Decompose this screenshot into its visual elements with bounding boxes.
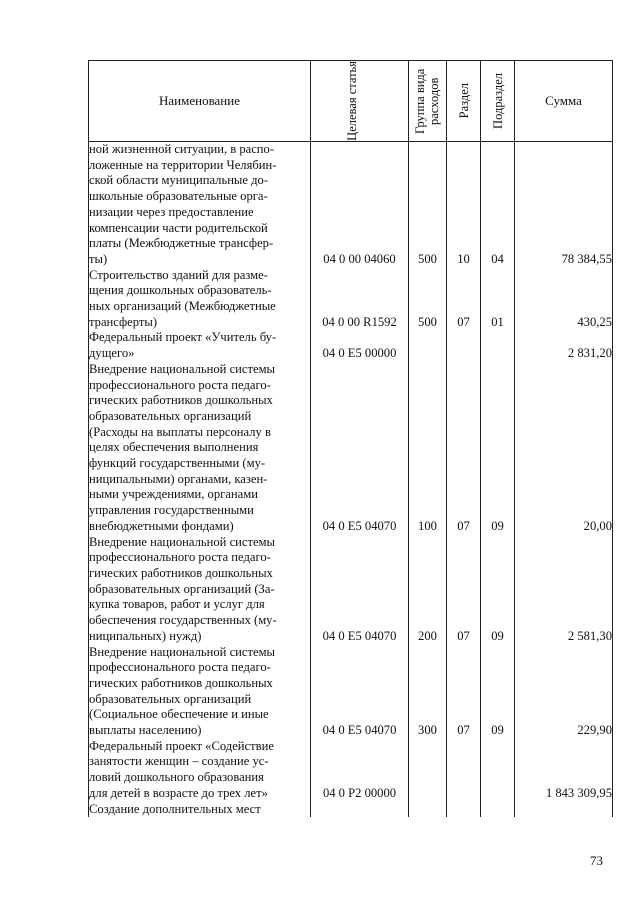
- row-subsection-cell: 09: [481, 535, 515, 645]
- row-name-text: ной жизненной ситуации, в распо- ложенные на территории Челябин- ской области муниципальные до- школьные образовательные орга- низации через предоставление компенсации части родительской платы (Межбюджетные трансфер- ты): [89, 142, 277, 266]
- row-group-cell: 500: [409, 268, 447, 331]
- header-sum: Сумма: [515, 61, 613, 142]
- row-section-cell: 07: [447, 268, 481, 331]
- row-name-cell: [89, 645, 311, 739]
- row-sum-cell: 1 843 309,95: [515, 739, 613, 802]
- table-row: [89, 142, 613, 268]
- row-group-cell: 300: [409, 645, 447, 739]
- row-section-cell: 07: [447, 535, 481, 645]
- row-section-cell: 07: [447, 645, 481, 739]
- header-subsection: [481, 61, 515, 142]
- row-subsection-cell: [481, 739, 515, 802]
- row-name-cell: [89, 142, 311, 268]
- page-number: 73: [590, 853, 603, 868]
- table-row: [89, 268, 613, 331]
- row-name-cell: [89, 330, 311, 361]
- row-group-cell: [409, 330, 447, 361]
- row-subsection-cell: 09: [481, 645, 515, 739]
- row-group-cell: 200: [409, 535, 447, 645]
- row-name-text: Создание дополнительных мест: [89, 801, 261, 816]
- row-name-cell: [89, 268, 311, 331]
- row-sum-cell: 2 831,20: [515, 330, 613, 361]
- row-target-cell: 04 0 Е5 00000: [311, 330, 409, 361]
- row-target-cell: 04 0 00 R1592: [311, 268, 409, 331]
- row-name-text: Федеральный проект «Учитель бу- дущего»: [89, 330, 277, 361]
- row-name-text: Строительство зданий для разме- щения дошкольных образователь- ных организаций (Межбюджетные трансферты): [89, 267, 276, 329]
- row-subsection-cell: 04: [481, 142, 515, 268]
- table-row: [89, 330, 613, 361]
- table-row: [89, 645, 613, 739]
- row-name-text: Внедрение национальной системы профессионального роста педаго- гических работников дошкольных образовательных организаций (Расходы на выплаты персоналу в целях обеспечения выполнения функций государственными (му- ниципальными) органами, казен- ными учреждениями, органами управления государственными внебюджетными фондами): [89, 361, 276, 533]
- row-group-cell: 500: [409, 142, 447, 268]
- row-sum-cell: 2 581,30: [515, 535, 613, 645]
- header-group: [409, 61, 447, 142]
- row-name-cell: [89, 362, 311, 535]
- header-target-text: Целевая статья: [344, 61, 359, 141]
- row-sum-cell: 430,25: [515, 268, 613, 331]
- row-name-cell: [89, 802, 311, 818]
- row-target-cell: 04 0 Е5 04070: [311, 362, 409, 535]
- row-section-cell: [447, 802, 481, 818]
- header-section-text: Раздел: [456, 83, 471, 119]
- row-target-cell: 04 0 Е5 04070: [311, 535, 409, 645]
- row-target-cell: 04 0 00 04060: [311, 142, 409, 268]
- row-subsection-cell: 01: [481, 268, 515, 331]
- row-section-cell: 10: [447, 142, 481, 268]
- budget-table: [88, 60, 613, 817]
- row-subsection-cell: [481, 802, 515, 818]
- row-name-cell: [89, 535, 311, 645]
- header-section: [447, 61, 481, 142]
- row-subsection-cell: 09: [481, 362, 515, 535]
- row-sum-cell: [515, 802, 613, 818]
- header-target: [311, 61, 409, 142]
- table-header-row: [89, 61, 613, 142]
- row-section-cell: [447, 739, 481, 802]
- row-group-cell: [409, 802, 447, 818]
- header-name: Наименование: [89, 61, 311, 142]
- row-target-cell: 04 0 Е5 04070: [311, 645, 409, 739]
- row-target-cell: 04 0 Р2 00000: [311, 739, 409, 802]
- row-group-cell: 100: [409, 362, 447, 535]
- row-section-cell: [447, 330, 481, 361]
- row-sum-cell: 78 384,55: [515, 142, 613, 268]
- row-section-cell: 07: [447, 362, 481, 535]
- header-subsection-text: Подраздел: [490, 73, 505, 129]
- table-row: [89, 535, 613, 645]
- row-target-cell: [311, 802, 409, 818]
- table-row: [89, 739, 613, 802]
- row-name-text: Внедрение национальной системы профессионального роста педаго- гических работников дошкольных образовательных организаций (Социальное обеспечение и иные выплаты населению): [89, 644, 276, 738]
- row-sum-cell: 20,00: [515, 362, 613, 535]
- row-sum-cell: 229,90: [515, 645, 613, 739]
- row-name-cell: [89, 739, 311, 802]
- row-subsection-cell: [481, 330, 515, 361]
- header-group-text: Группа вида расходов: [412, 68, 441, 134]
- row-name-text: Федеральный проект «Содействие занятости женщин – создание ус- ловий дошкольного образования для детей в возрасте до трех лет»: [89, 738, 274, 800]
- row-group-cell: [409, 739, 447, 802]
- table-row: [89, 802, 613, 818]
- table-body: [89, 142, 613, 818]
- table-row: [89, 362, 613, 535]
- row-name-text: Внедрение национальной системы профессионального роста педаго- гических работников дошкольных образовательных организаций (За- купка товаров, работ и услуг для обеспечения государственных (му- ниципальных) нужд): [89, 534, 277, 643]
